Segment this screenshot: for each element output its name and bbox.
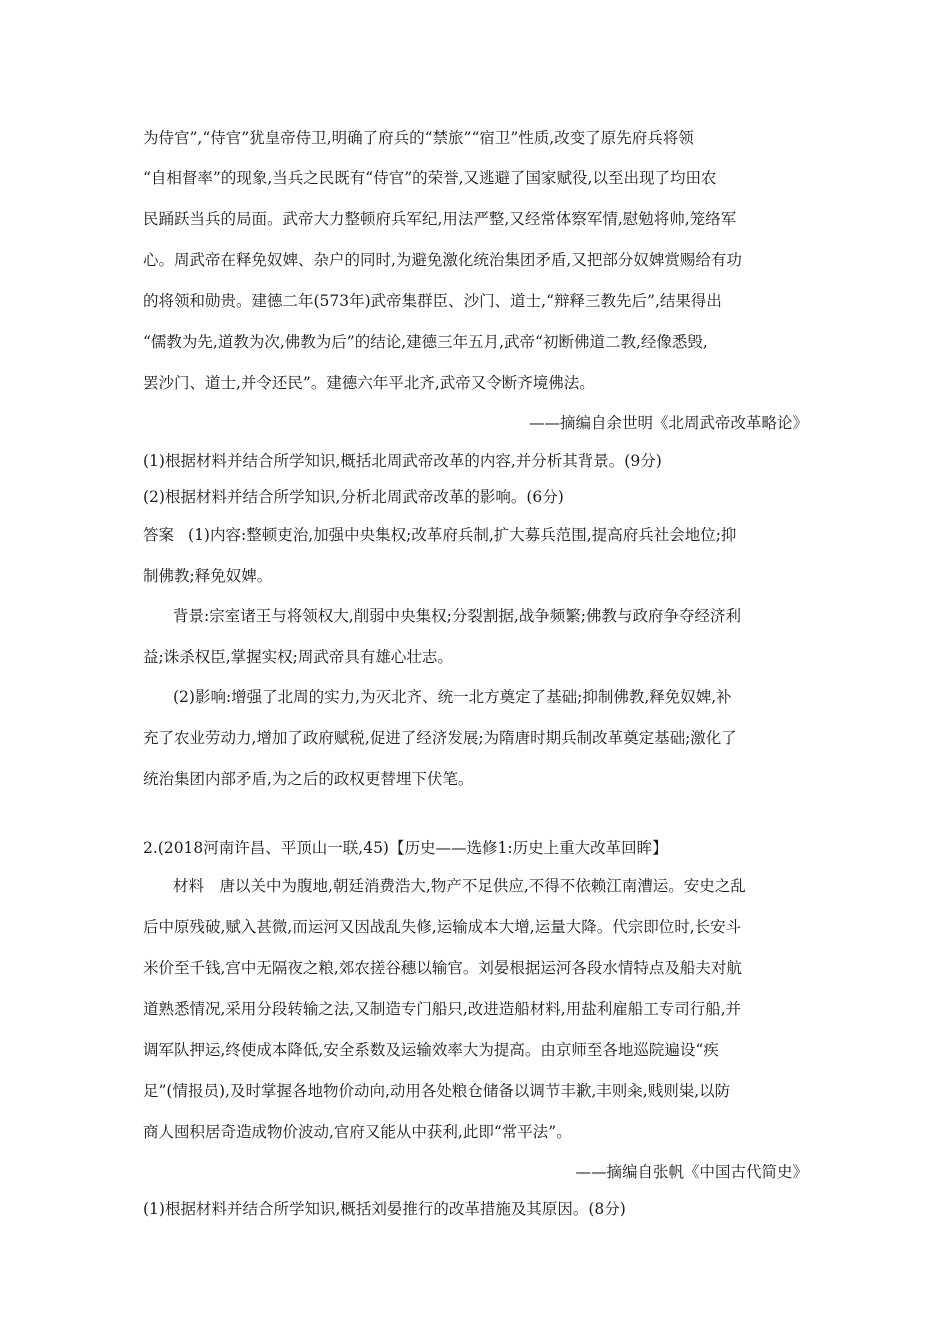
material-line: 民踊跃当兵的局面。武帝大力整顿府兵军纪,用法严整,又经常体察军情,慰勉将帅,笼络军: [143, 210, 737, 228]
material-line: 罢沙门、道士,并令还民”。建德六年平北齐,武帝又令断齐境佛法。: [143, 374, 595, 392]
source-citation: ——摘编自余世明《北周武帝改革略论》: [528, 414, 808, 432]
impact-line: 统治集团内部矛盾,为之后的政权更替埋下伏笔。: [143, 770, 474, 788]
material-line: “儒教为先,道教为次,佛教为后”的结论,建德三年五月,武帝“初断佛道二教,经像悉毁,: [143, 333, 708, 351]
material-line: 心。周武帝在释免奴婢、杂户的同时,为避免激化统治集团矛盾,又把部分奴婢赏赐给有功: [143, 251, 742, 269]
answer-line: [143, 525, 808, 545]
material-line: 道熟悉情况,采用分段转输之法,又制造专门船只,改进造船材料,用盐利雇船工专司行船,并: [143, 1000, 742, 1018]
question-1: (1)根据材料并结合所学知识,概括刘晏推行的改革措施及其原因。(8分): [143, 1200, 626, 1218]
impact-line: (2)影响:增强了北周的实力,为灭北齐、统一北方奠定了基础;抑制佛教,释免奴婢,补: [173, 688, 732, 706]
question-2: (2)根据材料并结合所学知识,分析北周武帝改革的影响。(6分): [143, 488, 564, 506]
question-1: (1)根据材料并结合所学知识,概括北周武帝改革的内容,并分析其背景。(9分): [143, 452, 662, 470]
background-line: 背景:宗室诸王与将领权大,削弱中央集权;分裂割据,战争频繁;佛教与政府争夺经济利: [173, 607, 742, 625]
impact-line: 充了农业劳动力,增加了政府赋税,促进了经济发展;为隋唐时期兵制改革奠定基础;激化了: [143, 729, 737, 747]
source-citation: ——摘编自张帆《中国古代简史》: [575, 1163, 808, 1181]
material-line: 调军队押运,终使成本降低,安全系数及运输效率大为提高。由京师至各地巡院遍设“疾: [143, 1041, 719, 1059]
answer-line: 制佛教;释免奴婢。: [143, 567, 273, 585]
material-line: 米价至千钱,宫中无隔夜之粮,郊农搓谷穗以输官。刘晏根据运河各段水情特点及船夫对航: [143, 959, 742, 977]
material-line: “自相督率”的现象,当兵之民既有“侍官”的荣誉,又逃避了国家赋役,以至出现了均田农: [143, 169, 717, 187]
answer-label: 答案: [143, 526, 175, 544]
answer-content: (1)内容:整顿吏治,加强中央集权;改革府兵制,扩大募兵范围,提高府兵社会地位;抑: [188, 526, 737, 544]
material-line: 商人囤积居奇造成物价波动,官府又能从中获利,此即“常平法”。: [143, 1123, 572, 1141]
background-line: 益;诛杀权臣,掌握实权;周武帝具有雄心壮志。: [143, 648, 453, 666]
material-line: 材料 唐以关中为腹地,朝廷消费浩大,物产不足供应,不得不依赖江南漕运。安史之乱: [173, 877, 746, 895]
question-heading: 2.(2018河南许昌、平顶山一联,45)【历史——选修1:历史上重大改革回眸】: [143, 839, 668, 857]
material-line: 为侍官”,“侍官”犹皇帝侍卫,明确了府兵的“禁旅”“宿卫”性质,改变了原先府兵将领: [143, 129, 694, 147]
material-line: 后中原残破,赋入甚微,而运河又因战乱失修,运输成本大增,运量大降。代宗即位时,长安斗: [143, 918, 742, 936]
material-line: 的将领和勋贵。建德二年(573年)武帝集群臣、沙门、道士,“辩释三教先后”,结果得出: [143, 292, 722, 310]
material-line: 足”(情报员),及时掌握各地物价动向,动用各处粮仓储备以调节丰歉,丰则籴,贱则粜,以防: [143, 1082, 731, 1100]
